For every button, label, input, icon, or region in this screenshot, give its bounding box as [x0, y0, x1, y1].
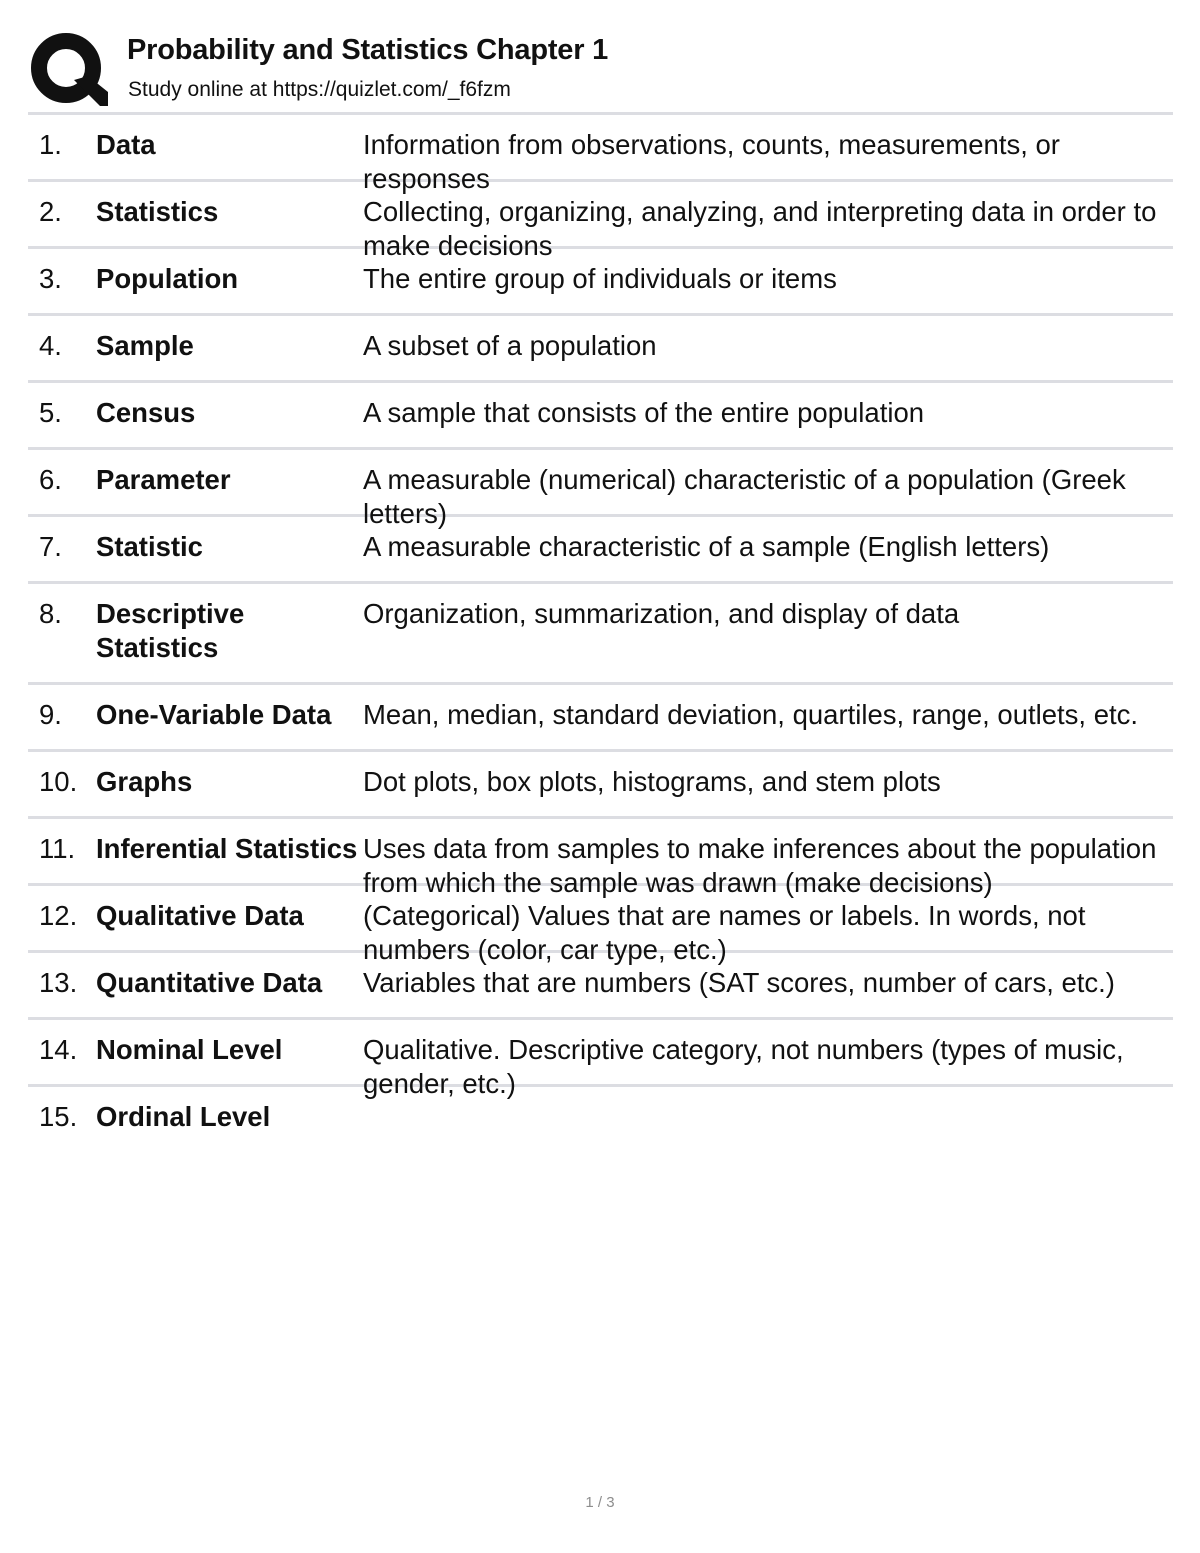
flashcard-row [28, 182, 1173, 261]
flashcard-row [28, 953, 1173, 1020]
flashcard-row [28, 752, 1173, 819]
card-number: 11. [39, 833, 76, 864]
card-definition: Collecting, organizing, analyzing, and interpreting data in order to make decisions [363, 196, 1157, 261]
card-number: 15. [39, 1101, 78, 1132]
flashcard-row [28, 517, 1173, 584]
card-number: 4. [39, 330, 62, 361]
card-term: Statistic [96, 531, 203, 562]
flashcard-list [28, 112, 1173, 1151]
card-number: 9. [39, 699, 62, 730]
card-definition: Qualitative. Descriptive category, not numbers (types of music, gender, etc.) [363, 1034, 1124, 1099]
card-term: Inferential Statistics [96, 833, 358, 864]
card-number: 1. [39, 129, 62, 160]
card-number: 6. [39, 464, 62, 495]
card-term: Qualitative Data [96, 900, 304, 931]
card-term: Quantitative Data [96, 967, 323, 998]
card-number: 2. [39, 196, 62, 227]
card-term: Statistics [96, 196, 219, 227]
flashcard-row [28, 115, 1173, 194]
card-number: 13. [39, 967, 78, 998]
card-definition: Mean, median, standard deviation, quartiles, range, outlets, etc. [363, 699, 1139, 730]
card-definition: Variables that are numbers (SAT scores, number of cars, etc.) [363, 967, 1115, 998]
card-number: 7. [39, 531, 62, 562]
card-term: Sample [96, 330, 194, 361]
card-number: 14. [39, 1034, 78, 1065]
card-definition: Uses data from samples to make inferences about the population from which the sample was drawn (make decisions) [363, 833, 1157, 898]
card-definition: Dot plots, box plots, histograms, and stem plots [363, 766, 941, 797]
card-term: Parameter [96, 464, 231, 495]
card-term: Census [96, 397, 196, 428]
quizlet-logo-icon [30, 30, 108, 108]
card-definition: Information from observations, counts, measurements, or responses [363, 129, 1060, 194]
card-term: Descriptive Statistics [96, 598, 245, 663]
flashcard-row [28, 316, 1173, 383]
document-header [30, 30, 1172, 110]
card-definition: A subset of a population [363, 330, 657, 361]
card-term: Nominal Level [96, 1034, 283, 1065]
flashcard-row [28, 886, 1173, 965]
card-number: 8. [39, 598, 62, 629]
card-definition: A measurable (numerical) characteristic of a population (Greek letters) [363, 464, 1126, 529]
flashcard-row [28, 584, 1173, 685]
card-number: 10. [39, 766, 78, 797]
study-online-link[interactable]: Study online at https://quizlet.com/_f6fzm [128, 78, 511, 101]
card-term: One-Variable Data [96, 699, 332, 730]
card-definition: Organization, summarization, and display of data [363, 598, 960, 629]
card-number: 12. [39, 900, 78, 931]
flashcard-row [28, 383, 1173, 450]
flashcard-row [28, 819, 1173, 898]
card-definition: A sample that consists of the entire population [363, 397, 925, 428]
card-term: Graphs [96, 766, 193, 797]
card-definition: The entire group of individuals or items [363, 263, 837, 294]
flashcard-row [28, 1020, 1173, 1099]
card-term: Data [96, 129, 156, 160]
card-number: 5. [39, 397, 62, 428]
page-number: 1 / 3 [585, 1494, 615, 1511]
card-number: 3. [39, 263, 62, 294]
card-term: Population [96, 263, 239, 294]
flashcard-row [28, 249, 1173, 316]
flashcard-row [28, 450, 1173, 529]
card-definition: A measurable characteristic of a sample (English letters) [363, 531, 1050, 562]
flashcard-row [28, 685, 1173, 752]
flashcard-row [28, 1087, 1173, 1151]
document-title: Probability and Statistics Chapter 1 [127, 34, 609, 66]
card-term: Ordinal Level [96, 1101, 271, 1132]
card-definition: (Categorical) Values that are names or labels. In words, not numbers (color, car type, etc.) [363, 900, 1086, 965]
